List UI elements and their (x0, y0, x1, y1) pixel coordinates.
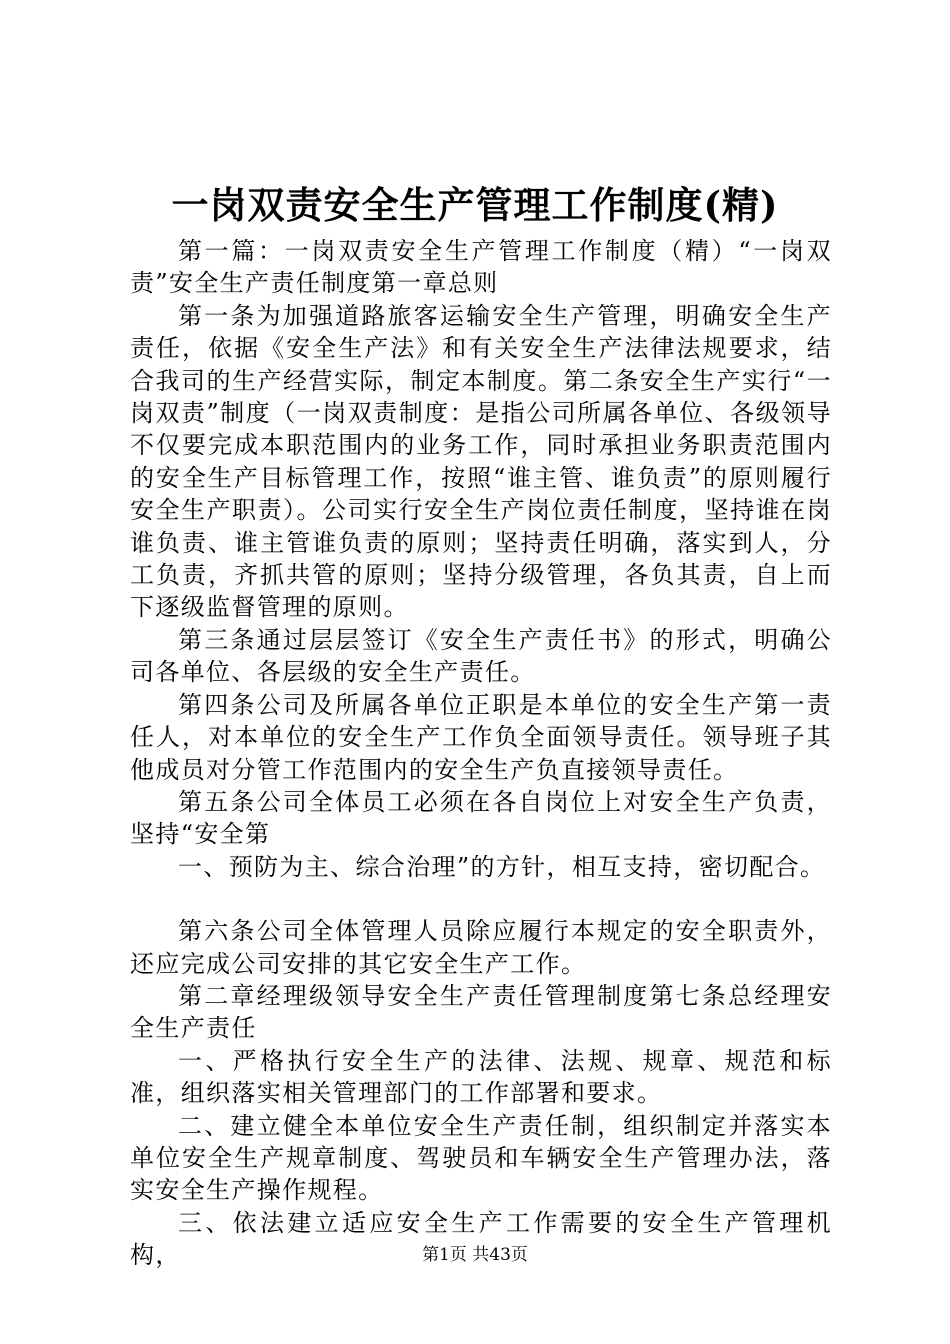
paragraph: 第三条通过层层签订《安全生产责任书》的形式，明确公司各单位、各层级的安全生产责任。 (130, 625, 832, 687)
paragraph: 一、预防为主、综合治理”的方针，相互支持，密切配合。 (178, 852, 826, 881)
paragraph: 二、建立健全本单位安全生产责任制，组织制定并落实本单位安全生产规章制度、驾驶员和车辆安全生产管理办法，落实安全生产操作规程。 (130, 1111, 832, 1205)
paragraph: 三、依法建立适应安全生产工作需要的安全生产管理机构， (130, 1208, 832, 1270)
paragraph: 第五条公司全体员工必须在各自岗位上对安全生产负责，坚持“安全第 (130, 787, 832, 849)
paragraph: 一、严格执行安全生产的法律、法规、规章、规范和标准，组织落实相关管理部门的工作部署和要求。 (130, 1046, 832, 1108)
paragraph: 第六条公司全体管理人员除应履行本规定的安全职责外，还应完成公司安排的其它安全生产工作。 (130, 917, 832, 978)
paragraph: 第一条为加强道路旅客运输安全生产管理，明确安全生产责任，依据《安全生产法》和有关安全生产法律法规要求，结合我司的生产经营实际，制定本制度。第二条安全生产实行“一岗双责”制度（一岗双责制度：是指公司所属各单位、各级领导不仅要完成本职范围内的业务工作，同时承担业务职责范围内的安全生产目标管理工作，按照“谁主管、谁负责”的原则履行安全生产职责）。公司实行安全生产岗位责任制度，坚持谁在岗谁负责、谁主管谁负责的原则；坚持责任明确，落实到人，分工负责，齐抓共管的原则；坚持分级管理，各负其责，自上而下逐级监督管理的原则。 (130, 301, 832, 622)
paragraph: 第四条公司及所属各单位正职是本单位的安全生产第一责任人，对本单位的安全生产工作负全面领导责任。领导班子其他成员对分管工作范围内的安全生产负直接领导责任。 (130, 690, 832, 784)
document-title: 一岗双责安全生产管理工作制度(精) (171, 183, 779, 227)
page-footer: 第1页 共43页 (422, 1245, 528, 1265)
paragraph: 第二章经理级领导安全生产责任管理制度第七条总经理安全生产责任 (130, 981, 832, 1043)
paragraph: 第一篇：一岗双责安全生产管理工作制度（精）“一岗双责”安全生产责任制度第一章总则 (130, 237, 832, 298)
document-body (130, 235, 832, 1272)
